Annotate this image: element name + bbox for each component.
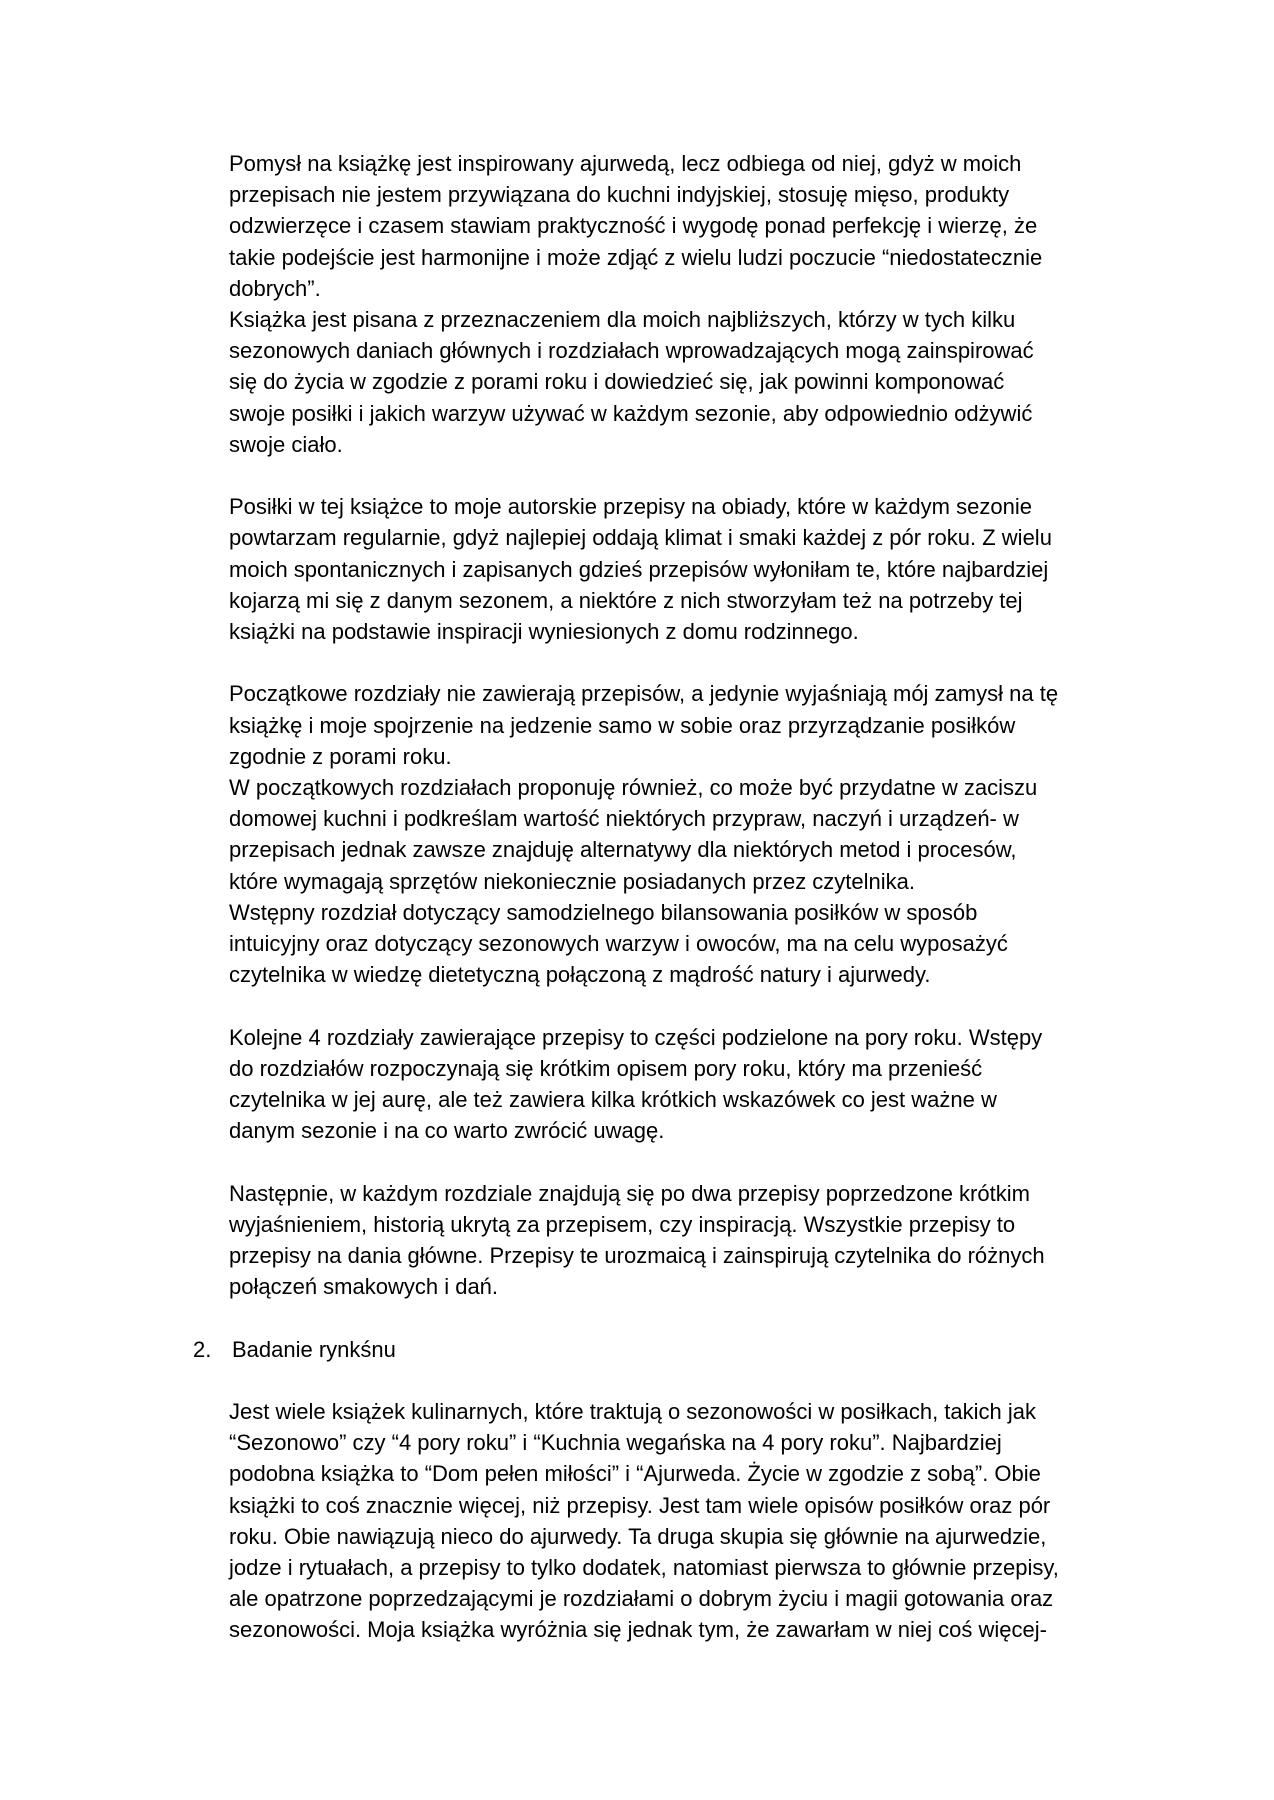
- paragraph: [229, 1022, 1085, 1147]
- text-line: książkę i moje spojrzenie na jedzenie samo w sobie oraz przyrządzanie posiłków: [229, 712, 1016, 738]
- text-line: przepisach nie jestem przywiązana do kuchni indyjskiej, stosuję mięso, produkty: [229, 182, 1010, 208]
- blank-line: [229, 1365, 1085, 1396]
- text-line: połączeń smakowych i dań.: [229, 1274, 499, 1300]
- paragraph: [229, 897, 1085, 991]
- text-line: Badanie rynkśnu: [232, 1336, 396, 1362]
- text-line: Książka jest pisana z przeznaczeniem dla moich najbliższych, którzy w tych kilku: [229, 307, 1016, 333]
- text-line: jodze i rytuałach, a przepisy to tylko dodatek, natomiast pierwsza to głównie przepisy,: [229, 1555, 1059, 1581]
- text-line: książki na podstawie inspiracji wyniesionych z domu rodzinnego.: [229, 619, 859, 645]
- paragraph: [229, 304, 1085, 460]
- text-line: przepisy na dania główne. Przepisy te urozmaicą i zainspirują czytelnika do różnych: [229, 1243, 1045, 1269]
- list-item: [193, 1334, 1085, 1365]
- paragraph: [229, 491, 1085, 647]
- text-line: ale opatrzone poprzedzającymi je rozdziałami o dobrym życiu i magii gotowania oraz: [229, 1586, 1054, 1612]
- text-line: książki to coś znacznie więcej, niż przepisy. Jest tam wiele opisów posiłków oraz pór: [229, 1492, 1051, 1518]
- text-line: przepisach jednak zawsze znajduję alternatywy dla niektórych metod i procesów,: [229, 837, 1017, 863]
- text-line: W początkowych rozdziałach proponuję również, co może być przydatne w zaciszu: [229, 775, 1038, 801]
- text-line: roku. Obie nawiązują nieco do ajurwedy. Ta druga skupia się głównie na ajurwedzie,: [229, 1523, 1047, 1549]
- text-line: które wymagają sprzętów niekoniecznie posiadanych przez czytelnika.: [229, 868, 916, 894]
- text-line: Kolejne 4 rozdziały zawierające przepisy to części podzielone na pory roku. Wstępy: [229, 1024, 1043, 1050]
- paragraph: [229, 148, 1085, 304]
- document-body[interactable]: [193, 148, 1085, 1646]
- text-line: swoje ciało.: [229, 431, 343, 457]
- text-line: zgodnie z porami roku.: [229, 743, 452, 769]
- text-line: Początkowe rozdziały nie zawierają przepisów, a jedynie wyjaśniają mój zamysł na tę: [229, 681, 1059, 707]
- text-line: swoje posiłki i jakich warzyw używać w każdym sezonie, aby odpowiednio odżywić: [229, 400, 1033, 426]
- text-line: czytelnika w jej aurę, ale też zawiera kilka krótkich wskazówek co jest ważne w: [229, 1087, 997, 1113]
- blank-line: [229, 1146, 1085, 1177]
- text-line: sezonowości. Moja książka wyróżnia się jednak tym, że zawarłam w niej coś więcej-: [229, 1617, 1047, 1643]
- text-line: odzwierzęce i czasem stawiam praktyczność i wygodę ponad perfekcję i wierzę, że: [229, 213, 1038, 239]
- paragraph: [229, 772, 1085, 897]
- text-line: podobna książka to “Dom pełen miłości” i “Ajurweda. Życie w zgodzie z sobą”. Obie: [229, 1461, 1041, 1487]
- text-line: Pomysł na książkę jest inspirowany ajurwedą, lecz odbiega od niej, gdyż w moich: [229, 151, 1022, 176]
- list-item-text: [232, 1334, 1085, 1365]
- text-line: kojarzą mi się z danym sezonem, a niektóre z nich stworzyłam też na potrzeby tej: [229, 587, 1023, 613]
- text-line: moich spontanicznych i zapisanych gdzieś przepisów wyłoniłam te, które najbardziej: [229, 556, 1049, 582]
- blank-line: [229, 1302, 1085, 1333]
- text-line: się do życia w zgodzie z porami roku i dowiedzieć się, jak powinni komponować: [229, 369, 1005, 395]
- text-line: dobrych”.: [229, 275, 321, 301]
- text-line: powtarzam regularnie, gdyż najlepiej oddają klimat i smaki każdej z pór roku. Z wielu: [229, 525, 1052, 551]
- text-line: Następnie, w każdym rozdziale znajdują się po dwa przepisy poprzedzone krótkim: [229, 1180, 1030, 1206]
- text-line: intuicyjny oraz dotyczący sezonowych warzyw i owoców, ma na celu wyposażyć: [229, 931, 1008, 957]
- blank-line: [229, 990, 1085, 1021]
- text-line: takie podejście jest harmonijne i może zdjąć z wielu ludzi poczucie “niedostatecznie: [229, 244, 1043, 270]
- list-item-number: 2.: [193, 1336, 212, 1362]
- text-line: “Sezonowo” czy “4 pory roku” i “Kuchnia wegańska na 4 pory roku”. Najbardziej: [229, 1430, 1002, 1456]
- text-line: Wstępny rozdział dotyczący samodzielnego bilansowania posiłków w sposób: [229, 899, 978, 925]
- text-line: wyjaśnieniem, historią ukrytą za przepisem, czy inspiracją. Wszystkie przepisy to: [229, 1211, 1016, 1237]
- text-line: sezonowych daniach głównych i rozdziałach wprowadzających mogą zainspirować: [229, 338, 1034, 364]
- paragraph: [229, 678, 1085, 772]
- paragraph: [229, 1396, 1085, 1646]
- text-line: danym sezonie i na co warto zwrócić uwagę.: [229, 1118, 665, 1144]
- text-line: domowej kuchni i podkreślam wartość niektórych przypraw, naczyń i urządzeń- w: [229, 806, 1019, 832]
- blank-line: [229, 460, 1085, 491]
- paragraph: [229, 1178, 1085, 1303]
- text-line: Posiłki w tej książce to moje autorskie przepisy na obiady, które w każdym sezonie: [229, 494, 1032, 520]
- text-line: Jest wiele książek kulinarnych, które traktują o sezonowości w posiłkach, takich jak: [229, 1399, 1037, 1425]
- blank-line: [229, 647, 1085, 678]
- text-line: do rozdziałów rozpoczynają się krótkim opisem pory roku, który ma przenieść: [229, 1055, 983, 1081]
- text-line: czytelnika w wiedzę dietetyczną połączoną z mądrość natury i ajurwedy.: [229, 962, 931, 988]
